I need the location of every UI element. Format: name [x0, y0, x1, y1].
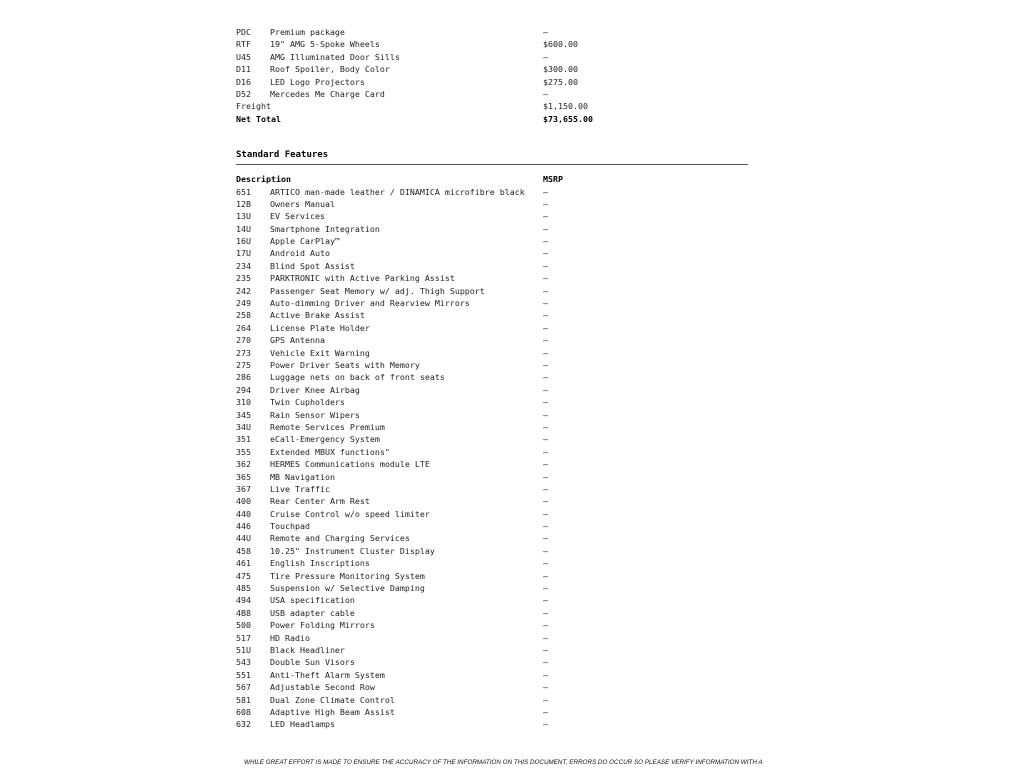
feature-price: — — [543, 347, 548, 358]
feature-code: 235 — [236, 273, 251, 284]
feature-row — [236, 384, 748, 396]
feature-row — [236, 644, 748, 656]
feature-code: 51U — [236, 644, 251, 655]
feature-row — [236, 396, 748, 408]
feature-price: — — [543, 310, 548, 321]
feature-description: Power Folding Mirrors — [270, 620, 375, 631]
feature-price: — — [543, 434, 548, 445]
feature-code: 494 — [236, 595, 251, 606]
feature-row — [236, 260, 748, 272]
feature-row — [236, 421, 748, 433]
feature-price: — — [543, 198, 548, 209]
feature-row — [236, 272, 748, 284]
feature-description: Touchpad — [270, 521, 310, 532]
option-code: U45 — [236, 51, 251, 62]
feature-price: — — [543, 186, 548, 197]
feature-row — [236, 409, 748, 421]
feature-code: 234 — [236, 260, 251, 271]
feature-code: 400 — [236, 496, 251, 507]
feature-row — [236, 557, 748, 569]
feature-code: 258 — [236, 310, 251, 321]
feature-price: — — [543, 285, 548, 296]
option-price: $600.00 — [543, 39, 578, 50]
feature-code: 440 — [236, 508, 251, 519]
feature-row — [236, 223, 748, 235]
feature-description: License Plate Holder — [270, 322, 370, 333]
feature-description: 10.25" Instrument Cluster Display — [270, 545, 435, 556]
feature-price: — — [543, 248, 548, 259]
feature-code: 294 — [236, 384, 251, 395]
feature-price: — — [543, 483, 548, 494]
feature-price: — — [543, 384, 548, 395]
feature-row — [236, 669, 748, 681]
feature-price: — — [543, 632, 548, 643]
feature-price: — — [543, 682, 548, 693]
feature-price: — — [543, 508, 548, 519]
feature-code: 13U — [236, 211, 251, 222]
feature-code: 16U — [236, 236, 251, 247]
feature-description: English Inscriptions — [270, 558, 370, 569]
section-divider — [236, 164, 748, 165]
feature-description: Luggage nets on back of front seats — [270, 372, 445, 383]
feature-price: — — [543, 236, 548, 247]
feature-row — [236, 371, 748, 383]
option-description: LED Logo Projectors — [270, 76, 365, 87]
feature-code: 355 — [236, 446, 251, 457]
feature-price: — — [543, 409, 548, 420]
feature-description: USB adapter cable — [270, 607, 355, 618]
feature-code: 4B8 — [236, 607, 251, 618]
feature-description: Double Sun Visors — [270, 657, 355, 668]
feature-price: — — [543, 607, 548, 618]
feature-price: — — [543, 706, 548, 717]
option-row — [236, 76, 748, 88]
feature-row — [236, 520, 748, 532]
option-row — [236, 88, 748, 100]
feature-description: Remote and Charging Services — [270, 533, 410, 544]
feature-description: Auto-dimming Driver and Rearview Mirrors — [270, 298, 470, 309]
feature-description: Remote Services Premium — [270, 421, 385, 432]
feature-code: 12B — [236, 198, 251, 209]
features-header-row — [236, 173, 748, 185]
option-description: Premium package — [270, 27, 345, 37]
option-description: AMG Illuminated Door Sills — [270, 51, 400, 62]
feature-description: Cruise Control w/o speed limiter — [270, 508, 430, 519]
option-code: RTF — [236, 39, 251, 50]
feature-description: Tire Pressure Monitoring System — [270, 570, 425, 581]
feature-description: Apple CarPlay™ — [270, 236, 340, 247]
feature-code: 632 — [236, 719, 251, 730]
disclaimer-text: WHILE GREAT EFFORT IS MADE TO ENSURE THE ACCURACY OF THE INFORMATION ON THIS DOCUMENT, ERRORS DO OCCUR SO PLEASE VERIFY INFORMATION WITH A — [244, 759, 763, 766]
option-code: PDC — [236, 27, 251, 37]
feature-description: Dual Zone Climate Control — [270, 694, 395, 705]
feature-row — [236, 359, 748, 371]
feature-price: — — [543, 669, 548, 680]
feature-code: 458 — [236, 545, 251, 556]
net-total-label: Net Total — [236, 113, 281, 124]
description-column-header: Description — [236, 174, 291, 185]
feature-description: EV Services — [270, 211, 325, 222]
feature-row — [236, 433, 748, 445]
feature-row — [236, 656, 748, 668]
feature-row — [236, 285, 748, 297]
option-price: $275.00 — [543, 76, 578, 87]
freight-label: Freight — [236, 101, 271, 112]
feature-row — [236, 681, 748, 693]
option-row — [236, 51, 748, 63]
feature-description: Owners Manual — [270, 198, 335, 209]
feature-code: 264 — [236, 322, 251, 333]
feature-row — [236, 694, 748, 706]
feature-row — [236, 186, 748, 198]
feature-price: — — [543, 694, 548, 705]
feature-description: Android Auto — [270, 248, 330, 259]
feature-code: 270 — [236, 335, 251, 346]
feature-description: Active Brake Assist — [270, 310, 365, 321]
feature-row — [236, 570, 748, 582]
feature-code: 44U — [236, 533, 251, 544]
feature-row — [236, 235, 748, 247]
feature-code: 286 — [236, 372, 251, 383]
feature-price: — — [543, 496, 548, 507]
feature-code: 446 — [236, 521, 251, 532]
feature-price: — — [543, 620, 548, 631]
feature-description: ARTICO man-made leather / DINAMICA microfibre black — [270, 186, 525, 197]
feature-row — [236, 545, 748, 557]
option-price: — — [543, 27, 548, 37]
feature-description: LED Headlamps — [270, 719, 335, 730]
feature-price: — — [543, 583, 548, 594]
feature-price: — — [543, 657, 548, 668]
feature-code: 249 — [236, 298, 251, 309]
feature-row — [236, 706, 748, 718]
option-description: 19" AMG 5-Spoke Wheels — [270, 39, 380, 50]
feature-price: — — [543, 372, 548, 383]
option-price: — — [543, 51, 548, 62]
feature-row — [236, 309, 748, 321]
feature-description: Anti-Theft Alarm System — [270, 669, 385, 680]
feature-description: PARKTRONIC with Active Parking Assist — [270, 273, 455, 284]
standard-features-title: Standard Features — [236, 150, 329, 161]
feature-code: 608 — [236, 706, 251, 717]
feature-price: — — [543, 322, 548, 333]
feature-price: — — [543, 421, 548, 432]
feature-description: GPS Antenna — [270, 335, 325, 346]
feature-description: Passenger Seat Memory w/ adj. Thigh Support — [270, 285, 485, 296]
feature-row — [236, 334, 748, 346]
option-row — [236, 26, 748, 38]
feature-price: — — [543, 471, 548, 482]
feature-price: — — [543, 298, 548, 309]
feature-code: 567 — [236, 682, 251, 693]
option-price: $300.00 — [543, 64, 578, 75]
feature-code: 242 — [236, 285, 251, 296]
feature-price: — — [543, 595, 548, 606]
feature-price: — — [543, 533, 548, 544]
option-code: D11 — [236, 64, 251, 75]
feature-price: — — [543, 397, 548, 408]
feature-description: HD Radio — [270, 632, 310, 643]
feature-row — [236, 471, 748, 483]
feature-description: Extended MBUX functions" — [270, 446, 390, 457]
feature-price: — — [543, 260, 548, 271]
feature-price: — — [543, 521, 548, 532]
feature-price: — — [543, 719, 548, 730]
feature-row — [236, 347, 748, 359]
window-sticker — [236, 26, 748, 731]
standard-features-list — [236, 186, 748, 731]
feature-code: 367 — [236, 483, 251, 494]
option-price: — — [543, 88, 548, 99]
feature-description: USA specification — [270, 595, 355, 606]
feature-description: Smartphone Integration — [270, 223, 380, 234]
option-description: Mercedes Me Charge Card — [270, 88, 385, 99]
option-row — [236, 63, 748, 75]
feature-code: 34U — [236, 421, 251, 432]
feature-code: 14U — [236, 223, 251, 234]
feature-row — [236, 458, 748, 470]
freight-value: $1,150.00 — [543, 101, 588, 112]
feature-code: 485 — [236, 583, 251, 594]
feature-row — [236, 198, 748, 210]
feature-description: eCall-Emergency System — [270, 434, 380, 445]
feature-description: MB Navigation — [270, 471, 335, 482]
feature-code: 500 — [236, 620, 251, 631]
feature-code: 543 — [236, 657, 251, 668]
option-description: Roof Spoiler, Body Color — [270, 64, 390, 75]
freight-row — [236, 100, 748, 112]
feature-code: 551 — [236, 669, 251, 680]
feature-code: 651 — [236, 186, 251, 197]
net-total-value: $73,655.00 — [543, 113, 593, 124]
section-spacer — [236, 125, 748, 149]
feature-description: HERMES Communications module LTE — [270, 459, 430, 470]
feature-row — [236, 619, 748, 631]
feature-price: — — [543, 644, 548, 655]
feature-description: Live Traffic — [270, 483, 330, 494]
feature-description: Twin Cupholders — [270, 397, 345, 408]
feature-row — [236, 322, 748, 334]
feature-row — [236, 247, 748, 259]
feature-code: 273 — [236, 347, 251, 358]
feature-code: 362 — [236, 459, 251, 470]
feature-row — [236, 483, 748, 495]
feature-row — [236, 594, 748, 606]
feature-row — [236, 532, 748, 544]
feature-description: Power Driver Seats with Memory — [270, 359, 420, 370]
feature-row — [236, 508, 748, 520]
feature-description: Blind Spot Assist — [270, 260, 355, 271]
feature-price: — — [543, 558, 548, 569]
feature-description: Adaptive High Beam Assist — [270, 706, 395, 717]
feature-price: — — [543, 335, 548, 346]
feature-price: — — [543, 359, 548, 370]
option-code: D52 — [236, 88, 251, 99]
feature-code: 475 — [236, 570, 251, 581]
option-row — [236, 38, 748, 50]
feature-price: — — [543, 211, 548, 222]
feature-code: 345 — [236, 409, 251, 420]
feature-description: Vehicle Exit Warning — [270, 347, 370, 358]
feature-price: — — [543, 446, 548, 457]
msrp-column-header: MSRP — [543, 174, 563, 185]
feature-description: Rain Sensor Wipers — [270, 409, 360, 420]
option-code: D16 — [236, 76, 251, 87]
feature-code: 517 — [236, 632, 251, 643]
feature-row — [236, 495, 748, 507]
feature-price: — — [543, 570, 548, 581]
feature-row — [236, 718, 748, 730]
feature-row — [236, 446, 748, 458]
feature-price: — — [543, 459, 548, 470]
feature-code: 461 — [236, 558, 251, 569]
feature-price: — — [543, 545, 548, 556]
feature-row — [236, 297, 748, 309]
net-total-row — [236, 113, 748, 125]
feature-row — [236, 632, 748, 644]
feature-price: — — [543, 223, 548, 234]
feature-code: 310 — [236, 397, 251, 408]
feature-description: Black Headliner — [270, 644, 345, 655]
feature-description: Suspension w/ Selective Damping — [270, 583, 425, 594]
feature-description: Rear Center Arm Rest — [270, 496, 370, 507]
feature-code: 275 — [236, 359, 251, 370]
feature-code: 581 — [236, 694, 251, 705]
feature-description: Driver Knee Airbag — [270, 384, 360, 395]
feature-row — [236, 210, 748, 222]
feature-row — [236, 582, 748, 594]
options-list — [236, 26, 748, 125]
feature-description: Adjustable Second Row — [270, 682, 375, 693]
feature-code: 365 — [236, 471, 251, 482]
feature-code: 17U — [236, 248, 251, 259]
feature-code: 351 — [236, 434, 251, 445]
feature-row — [236, 607, 748, 619]
feature-price: — — [543, 273, 548, 284]
